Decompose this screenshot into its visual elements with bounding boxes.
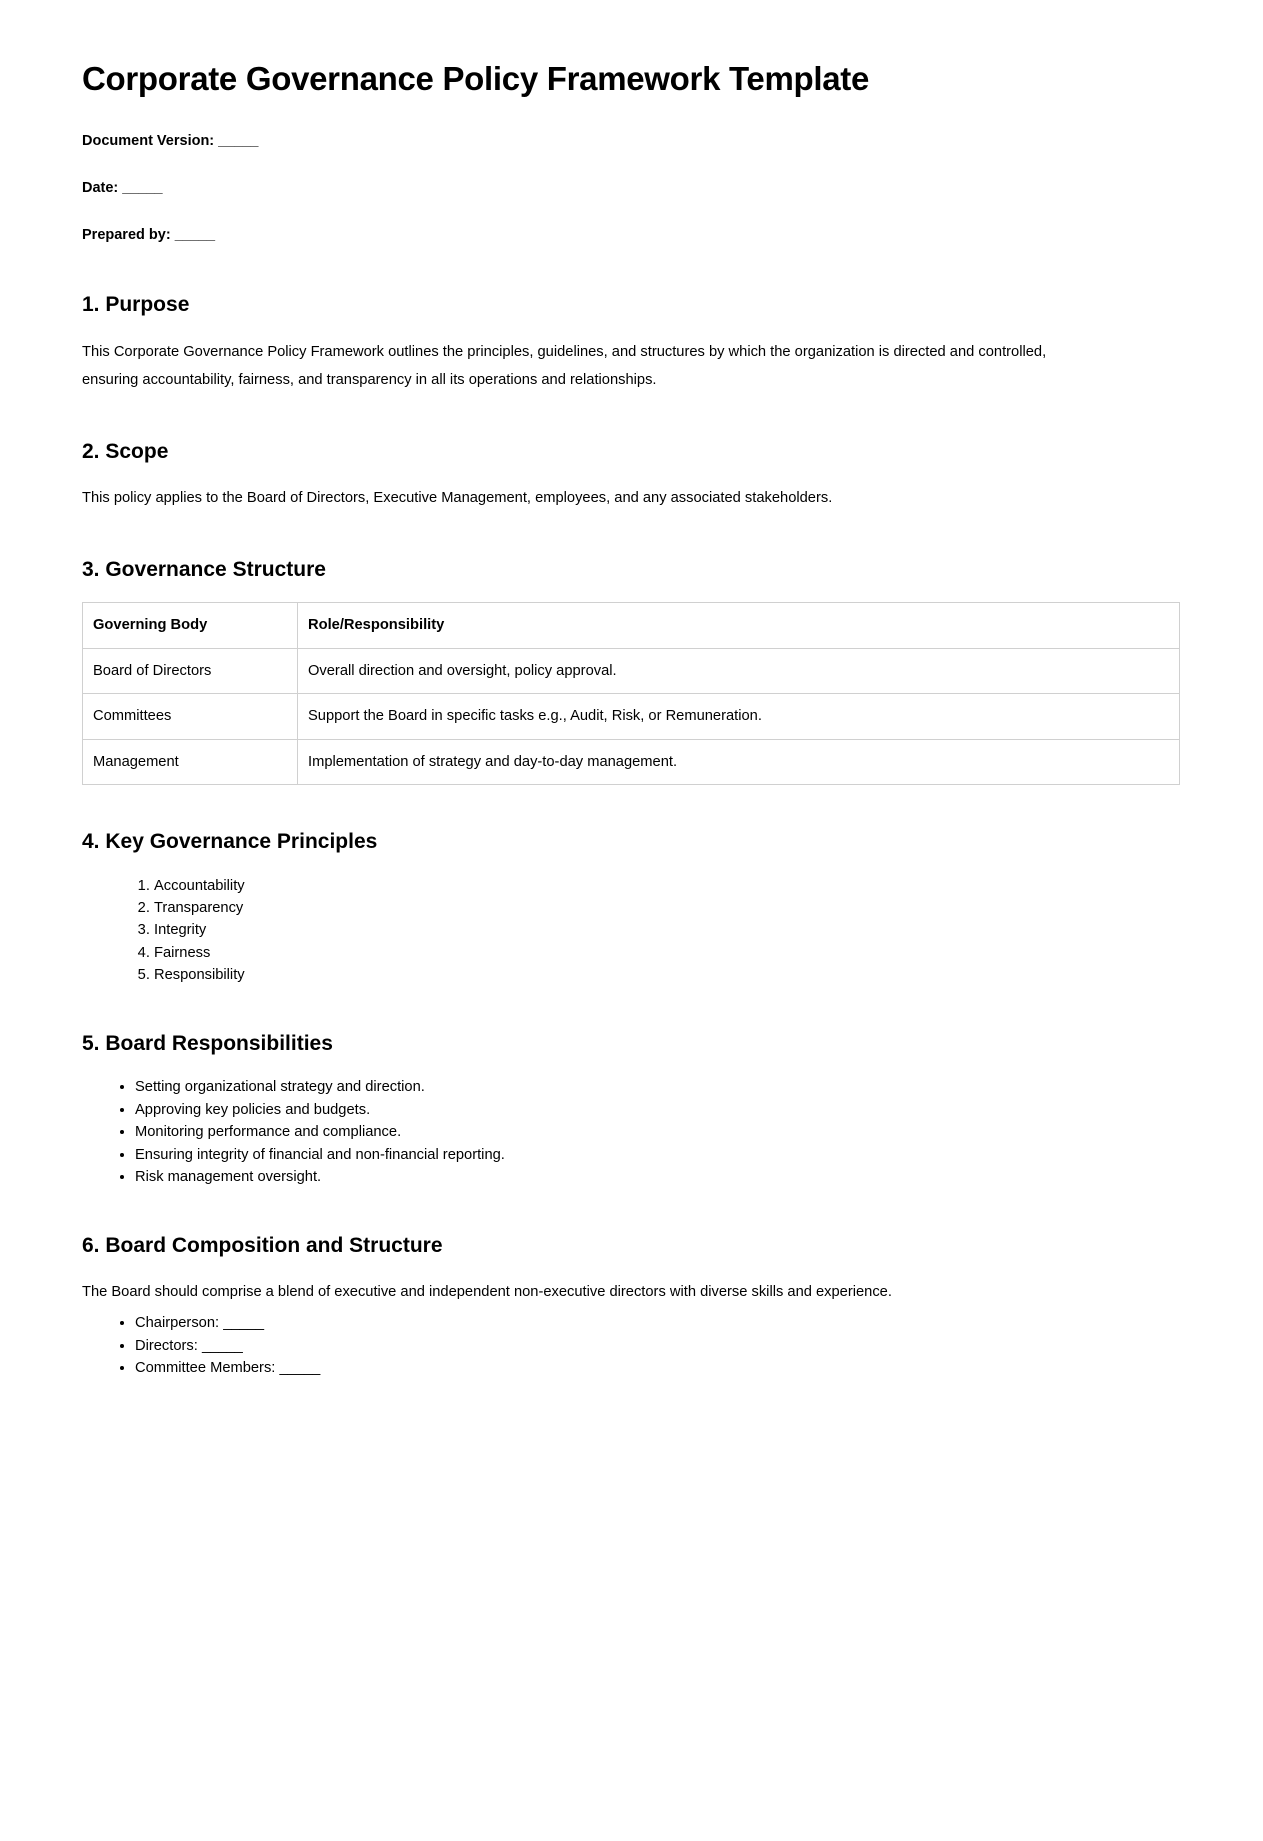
meta-prepared-by xyxy=(82,226,1180,245)
section-heading-key-principles: 4. Key Governance Principles xyxy=(82,830,378,854)
section-heading-governance-structure: 3. Governance Structure xyxy=(82,557,326,581)
list-item: • Risk management oversight. xyxy=(135,1166,1180,1188)
section-text-scope: This policy applies to the Board of Directors, Executive Management, employees, and any associated stakeholders. xyxy=(82,490,833,507)
table-row xyxy=(83,739,1180,785)
table-cell-governing-body: Committees xyxy=(83,694,298,740)
field-blank-chairperson[interactable]: _____ xyxy=(223,1315,265,1332)
list-item: 4. Fairness xyxy=(154,942,1180,964)
meta-date-blank[interactable]: _____ xyxy=(122,179,163,196)
page-title: Corporate Governance Policy Framework Template xyxy=(82,60,870,97)
section-heading-board-composition: 6. Board Composition and Structure xyxy=(82,1233,443,1257)
key-principles-list xyxy=(82,875,1180,987)
document-page xyxy=(25,0,1237,1841)
list-item: • Ensuring integrity of financial and non-financial reporting. xyxy=(135,1144,1180,1166)
table-cell-governing-body: Board of Directors xyxy=(83,648,298,694)
list-item-committee-members xyxy=(135,1357,1180,1379)
meta-date xyxy=(82,179,1180,198)
meta-document-version-blank[interactable]: _____ xyxy=(218,132,259,149)
meta-prepared-by-label: Prepared by: xyxy=(82,226,171,243)
list-item: 5. Responsibility xyxy=(154,964,1180,986)
section-heading-scope: 2. Scope xyxy=(82,439,169,463)
field-label-chairperson: Chairperson: xyxy=(135,1315,220,1332)
field-blank-committee-members[interactable]: _____ xyxy=(279,1360,321,1377)
list-item: 2. Transparency xyxy=(154,897,1180,919)
field-label-directors: Directors: xyxy=(135,1337,198,1354)
list-item: • Approving key policies and budgets. xyxy=(135,1099,1180,1121)
table-cell-role-responsibility: Implementation of strategy and day-to-day management. xyxy=(298,739,1180,785)
section-heading-purpose: 1. Purpose xyxy=(82,293,190,317)
table-row xyxy=(83,694,1180,740)
meta-prepared-by-blank[interactable]: _____ xyxy=(174,226,216,243)
meta-date-label: Date: xyxy=(82,179,119,196)
board-responsibilities-list xyxy=(82,1076,1180,1188)
governance-structure-table xyxy=(82,602,1180,785)
field-blank-directors[interactable]: _____ xyxy=(201,1337,243,1354)
table-cell-governing-body: Management xyxy=(83,739,298,785)
table-column-header-role-responsibility: Role/Responsibility xyxy=(298,603,1180,649)
board-composition-fields-list xyxy=(82,1312,1180,1379)
table-cell-role-responsibility: Overall direction and oversight, policy approval. xyxy=(298,648,1180,694)
table-column-header-governing-body: Governing Body xyxy=(83,603,298,649)
list-item-directors xyxy=(135,1335,1180,1357)
section-text-purpose: This Corporate Governance Policy Framework outlines the principles, guidelines, and structures by which the organization is directed and controlled, ensuring accountability, fairness, and transparency in all its operations and relationships. xyxy=(82,343,1047,389)
section-heading-board-responsibilities: 5. Board Responsibilities xyxy=(82,1031,333,1055)
table-cell-role-responsibility: Support the Board in specific tasks e.g., Audit, Risk, or Remuneration. xyxy=(298,694,1180,740)
table-header-row xyxy=(83,603,1180,649)
list-item: • Setting organizational strategy and direction. xyxy=(135,1076,1180,1098)
list-item: 1. Accountability xyxy=(154,875,1180,897)
field-label-committee-members: Committee Members: xyxy=(135,1360,276,1377)
list-item: • Monitoring performance and compliance. xyxy=(135,1121,1180,1143)
section-text-board-composition: The Board should comprise a blend of executive and independent non-executive directors with diverse skills and experience. xyxy=(82,1283,892,1300)
meta-document-version xyxy=(82,132,1180,151)
list-item: 3. Integrity xyxy=(154,919,1180,941)
list-item-chairperson xyxy=(135,1312,1180,1334)
table-row xyxy=(83,648,1180,694)
meta-document-version-label: Document Version: xyxy=(82,132,215,149)
